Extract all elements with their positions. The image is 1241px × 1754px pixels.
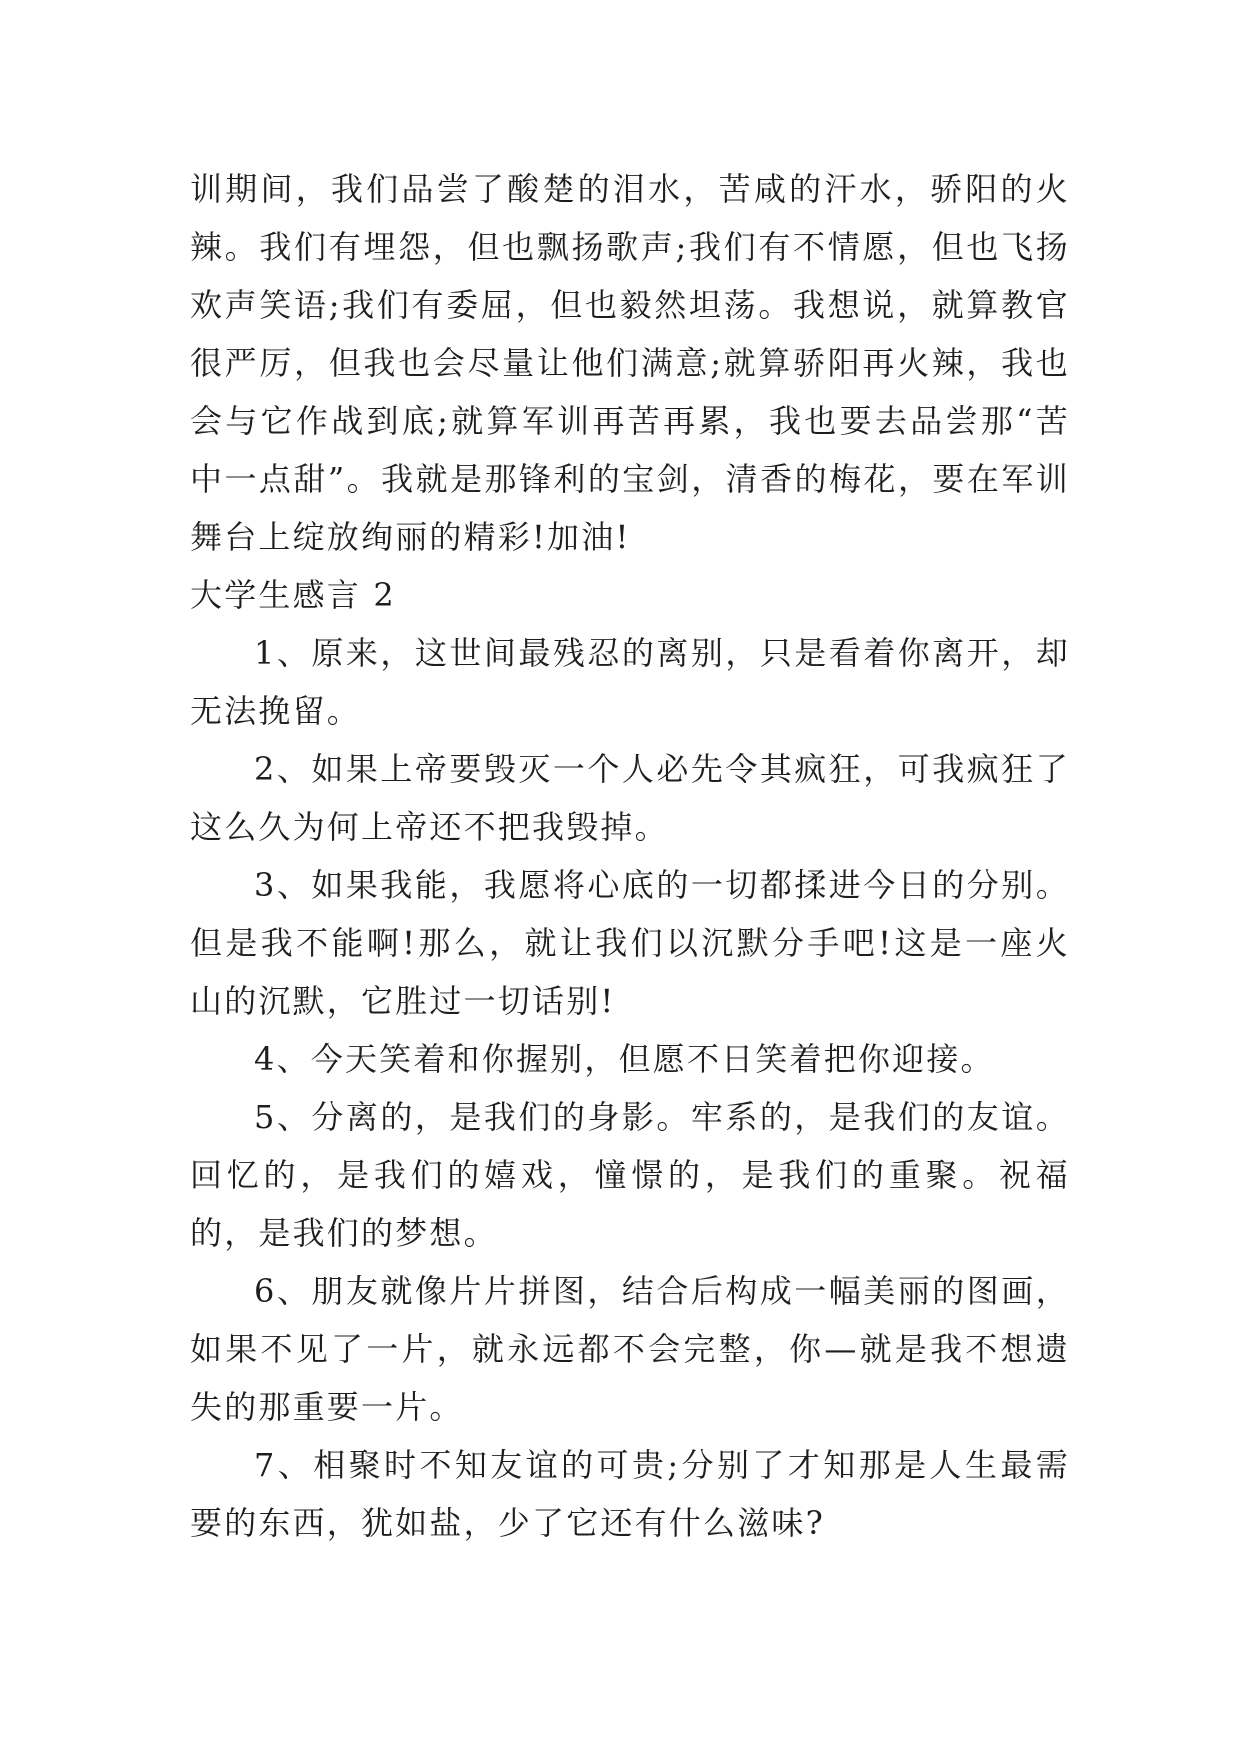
list-item: 6、朋友就像片片拼图，结合后构成一幅美丽的图画，如果不见了一片，就永远都不会完整，你—就是我不想遗失的那重要一片。 [190, 1272, 1070, 1426]
list-item: 5、分离的，是我们的身影。牢系的，是我们的友谊。回忆的，是我们的嬉戏，憧憬的，是我们的重聚。祝福的，是我们的梦想。 [190, 1098, 1070, 1252]
intro-paragraph: 训期间，我们品尝了酸楚的泪水，苦咸的汗水，骄阳的火辣。我们有埋怨，但也飘扬歌声;我们有不情愿，但也飞扬欢声笑语;我们有委屈，但也毅然坦荡。我想说，就算教官很严厉，但我也会尽量让他们满意;就算骄阳再火辣，我也会与它作战到底;就算军训再苦再累，我也要去品尝那“苦中一点甜”。我就是那锋利的宝剑，清香的梅花，要在军训舞台上绽放绚丽的精彩!加油! [190, 170, 1070, 556]
list-item: 1、原来，这世间最残忍的离别，只是看着你离开，却无法挽留。 [190, 634, 1070, 730]
list-item: 2、如果上帝要毁灭一个人必先令其疯狂，可我疯狂了这么久为何上帝还不把我毁掉。 [190, 750, 1070, 846]
list-item: 7、相聚时不知友谊的可贵;分别了才知那是人生最需要的东西，犹如盐，少了它还有什么滋味? [190, 1446, 1070, 1542]
section-heading: 大学生感言 2 [190, 576, 396, 614]
list-item: 3、如果我能，我愿将心底的一切都揉进今日的分别。但是我不能啊!那么，就让我们以沉默分手吧!这是一座火山的沉默，它胜过一切话别! [190, 866, 1070, 1020]
list-item: 4、今天笑着和你握别，但愿不日笑着把你迎接。 [254, 1040, 995, 1078]
document-body [190, 160, 1070, 1552]
